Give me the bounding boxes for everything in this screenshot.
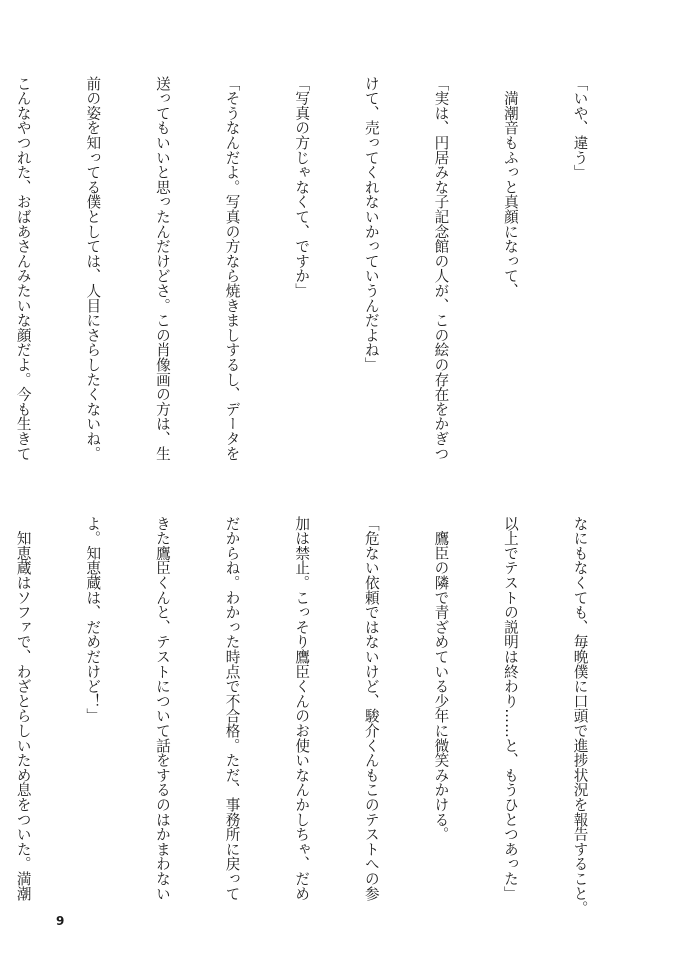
text-line: 以上でテストの説明は終わり……と、もうひとつあった」 <box>501 516 519 901</box>
text-line: 知恵蔵はソファで、わざとらしいため息をついた。満潮 <box>14 516 32 901</box>
text-line: 送ってもいいと思ったんだけどさ。この肖像画の方は、生 <box>153 76 171 461</box>
text-line: 前の姿を知ってる僕としては、人目にさらしたくないね。 <box>84 76 102 461</box>
text-line: だからね。わかった時点で不合格。ただ、事務所に戻って <box>223 516 241 901</box>
text-line: よ。知恵蔵は、だめだけど！」 <box>84 516 102 724</box>
text-line: 満潮音もふっと真顔になって、 <box>501 76 519 298</box>
text-line: 「危ない依頼ではないけど、駿介くんもこのテストへの参 <box>362 516 380 901</box>
text-line: 「そうなんだよ。写真の方なら焼きましするし、データを <box>223 76 241 461</box>
text-line: こんなやつれた、おばあさんみたいな顔だよ。今も生きて <box>14 76 32 461</box>
text-line: きた鷹臣くんと、テストについて話をするのはかまわない <box>153 516 171 901</box>
text-line: 「実は、円居みな子記念館の人が、この絵の存在をかぎつ <box>432 76 450 461</box>
text-line: 「写真の方じゃなくて、ですか」 <box>293 76 311 298</box>
text-block-bottom <box>14 516 638 916</box>
text-line: 「いや、違う」 <box>571 76 589 180</box>
text-block-top <box>14 76 638 461</box>
text-line: けて、売ってくれないかっていうんだよね」 <box>362 76 380 372</box>
text-line: なにもなくても、毎晩僕に口頭で進捗状況を報告すること。 <box>571 516 589 916</box>
text-line: 加は禁止。こっそり鷹臣くんのお使いなんかしちゃ、だめ <box>293 516 311 901</box>
page-number: 9 <box>56 914 65 928</box>
text-line: 鷹臣の隣で青ざめている少年に微笑みかける。 <box>432 516 450 842</box>
